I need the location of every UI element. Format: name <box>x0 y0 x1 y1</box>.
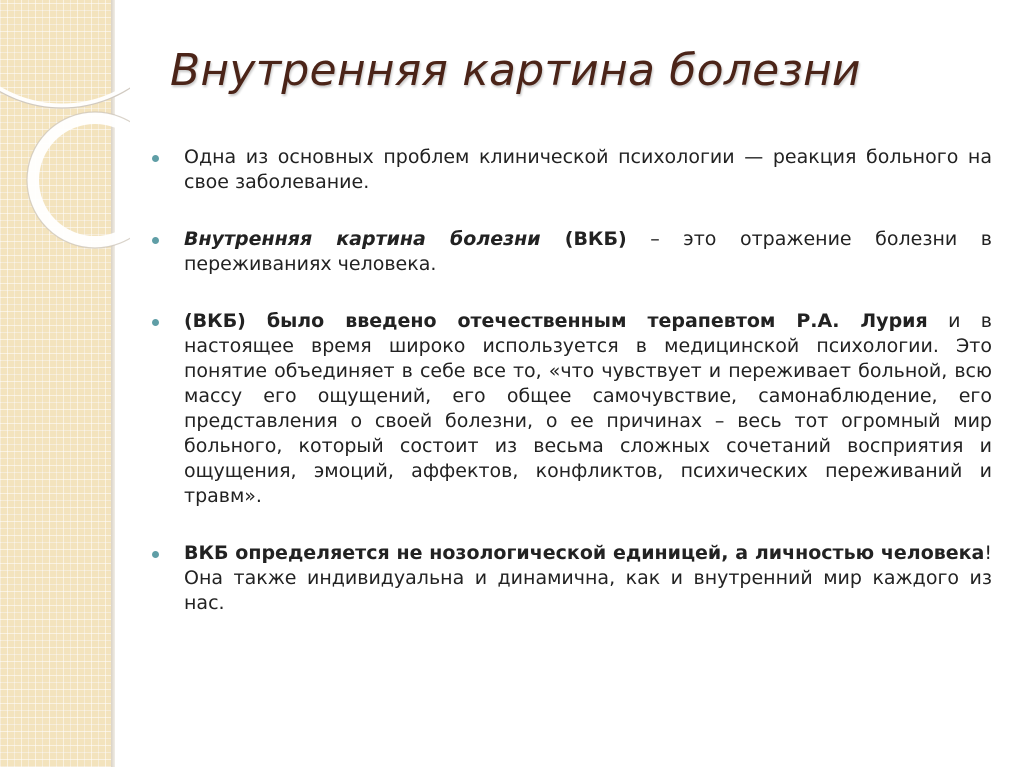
bullet-text: Одна из основных проблем клинической психологии — реакция больного на свое заболевание. <box>184 146 992 193</box>
bullet-bold-lead: ВКБ определяется не нозологической единицей, а личностью человека <box>184 542 985 564</box>
bullet-text: и в настоящее время широко используется в медицинской психологии. Это понятие объединяет в себе все то, «что чувствует и переживает больной, всю массу его ощущений, его общее самочувствие, самонаблюдение, его представления о своей болезни, о ее причинах – весь тот огромный мир больного, который состоит из весьма сложных сочетаний восприятия и ощущения, эмоций, аффектов, конфликтов, психических переживаний и травм». <box>184 310 992 507</box>
bullet-item <box>152 541 992 616</box>
bullet-item <box>152 227 992 277</box>
bullet-text: – это отражение болезни в переживаниях человека. <box>184 228 992 275</box>
bullet-item <box>152 145 992 195</box>
decorative-rings <box>0 0 130 260</box>
bullet-marker <box>152 319 159 326</box>
bullet-item <box>152 309 992 509</box>
bullet-bold-lead: (ВКБ) было введено отечественным терапевтом Р.А. Лурия <box>184 310 928 332</box>
bullet-marker <box>152 237 159 244</box>
bullet-marker <box>152 551 159 558</box>
bullet-marker <box>152 155 159 162</box>
term-abbreviation: (ВКБ) <box>540 228 627 250</box>
bullet-list <box>152 145 992 648</box>
bullet-text: ! Она также индивидуальна и динамична, как и внутренний мир каждого из нас. <box>184 542 992 614</box>
slide-title: Внутренняя картина болезни <box>170 45 861 96</box>
term-bold-italic: Внутренняя картина болезни <box>184 228 541 250</box>
